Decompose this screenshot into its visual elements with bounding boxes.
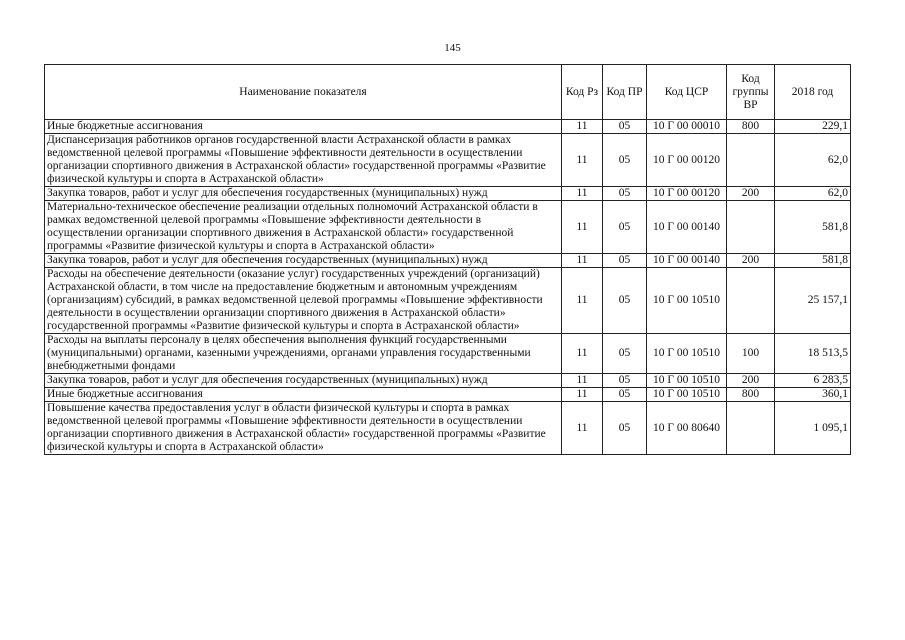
row-pr: 05 <box>603 402 647 455</box>
table-row <box>45 334 851 374</box>
row-amount: 18 513,5 <box>775 334 851 374</box>
row-csr: 10 Г 00 10510 <box>647 374 727 388</box>
row-pr: 05 <box>603 254 647 268</box>
row-name: Материально-техническое обеспечение реализации отдельных полномочий Астраханской области в рамках ведомственной целевой программы «Повышение эффективности деятельности в осуществлении организации спортивного движения в Астраханской области» государственной программы «Развитие физической культуры и спорта в Астраханской области» <box>45 201 562 254</box>
row-name: Иные бюджетные ассигнования <box>45 388 562 402</box>
row-vr: 800 <box>727 120 775 134</box>
row-name: Закупка товаров, работ и услуг для обеспечения государственных (муниципальных) нужд <box>45 374 562 388</box>
header-vr: Код группы ВР <box>727 65 775 120</box>
row-csr: 10 Г 00 00140 <box>647 254 727 268</box>
row-amount: 581,8 <box>775 254 851 268</box>
row-pr: 05 <box>603 388 647 402</box>
row-amount: 360,1 <box>775 388 851 402</box>
header-year: 2018 год <box>775 65 851 120</box>
row-vr <box>727 268 775 334</box>
row-rz: 11 <box>562 388 603 402</box>
row-rz: 11 <box>562 187 603 201</box>
row-pr: 05 <box>603 268 647 334</box>
row-vr: 200 <box>727 187 775 201</box>
row-name: Расходы на обеспечение деятельности (оказание услуг) государственных учреждений (организаций) Астраханской области, в том числе на предоставление бюджетным и автономным учреждениям (организациям) субсидий, в рамках ведомственной целевой программы «Повышение эффективности деятельности в осуществлении организации спортивного движения в Астраханской области» государственной программы «Развитие физической культуры и спорта в Астраханской области» <box>45 268 562 334</box>
page-number: 145 <box>444 42 461 54</box>
row-amount: 581,8 <box>775 201 851 254</box>
row-vr: 200 <box>727 254 775 268</box>
row-csr: 10 Г 00 10510 <box>647 334 727 374</box>
row-amount: 62,0 <box>775 134 851 187</box>
row-amount: 62,0 <box>775 187 851 201</box>
row-csr: 10 Г 00 00140 <box>647 201 727 254</box>
row-csr: 10 Г 00 10510 <box>647 388 727 402</box>
row-amount: 6 283,5 <box>775 374 851 388</box>
row-name: Иные бюджетные ассигнования <box>45 120 562 134</box>
table-row <box>45 134 851 187</box>
row-pr: 05 <box>603 374 647 388</box>
table-row <box>45 388 851 402</box>
row-vr <box>727 201 775 254</box>
header-pr: Код ПР <box>603 65 647 120</box>
table-row <box>45 187 851 201</box>
row-name: Диспансеризация работников органов государственной власти Астраханской области в рамках ведомственной целевой программы «Повышение эффективности деятельности в осуществлении организации спортивного движения в Астраханской области» государственной программы «Развитие физической культуры и спорта в Астраханской области» <box>45 134 562 187</box>
row-csr: 10 Г 00 10510 <box>647 268 727 334</box>
header-csr: Код ЦСР <box>647 65 727 120</box>
row-name: Повышение качества предоставления услуг в области физической культуры и спорта в рамках ведомственной целевой программы «Повышение эффективности деятельности в осуществлении организации спортивного движения в Астраханской области» государственной программы «Развитие физической культуры и спорта в Астраханской области» <box>45 402 562 455</box>
row-rz: 11 <box>562 268 603 334</box>
row-rz: 11 <box>562 120 603 134</box>
row-vr <box>727 402 775 455</box>
row-csr: 10 Г 00 00120 <box>647 134 727 187</box>
row-name: Расходы на выплаты персоналу в целях обеспечения выполнения функций государственными (муниципальными) органами, казенными учреждениями, органами управления государственными внебюджетными фондами <box>45 334 562 374</box>
row-amount: 229,1 <box>775 120 851 134</box>
row-rz: 11 <box>562 201 603 254</box>
row-csr: 10 Г 00 00010 <box>647 120 727 134</box>
row-name: Закупка товаров, работ и услуг для обеспечения государственных (муниципальных) нужд <box>45 187 562 201</box>
row-pr: 05 <box>603 120 647 134</box>
row-csr: 10 Г 00 80640 <box>647 402 727 455</box>
row-pr: 05 <box>603 134 647 187</box>
row-amount: 25 157,1 <box>775 268 851 334</box>
budget-table <box>44 64 851 455</box>
row-rz: 11 <box>562 334 603 374</box>
header-name: Наименование показателя <box>45 65 562 120</box>
row-rz: 11 <box>562 374 603 388</box>
row-vr: 100 <box>727 334 775 374</box>
table-row <box>45 254 851 268</box>
row-pr: 05 <box>603 201 647 254</box>
header-rz: Код Рз <box>562 65 603 120</box>
row-rz: 11 <box>562 254 603 268</box>
row-amount: 1 095,1 <box>775 402 851 455</box>
row-vr: 200 <box>727 374 775 388</box>
row-csr: 10 Г 00 00120 <box>647 187 727 201</box>
table-row <box>45 201 851 254</box>
row-pr: 05 <box>603 334 647 374</box>
row-rz: 11 <box>562 402 603 455</box>
table-row <box>45 402 851 455</box>
table-header-row <box>45 65 851 120</box>
table-row <box>45 120 851 134</box>
table-row <box>45 268 851 334</box>
row-pr: 05 <box>603 187 647 201</box>
row-name: Закупка товаров, работ и услуг для обеспечения государственных (муниципальных) нужд <box>45 254 562 268</box>
table-row <box>45 374 851 388</box>
row-vr: 800 <box>727 388 775 402</box>
row-vr <box>727 134 775 187</box>
row-rz: 11 <box>562 134 603 187</box>
